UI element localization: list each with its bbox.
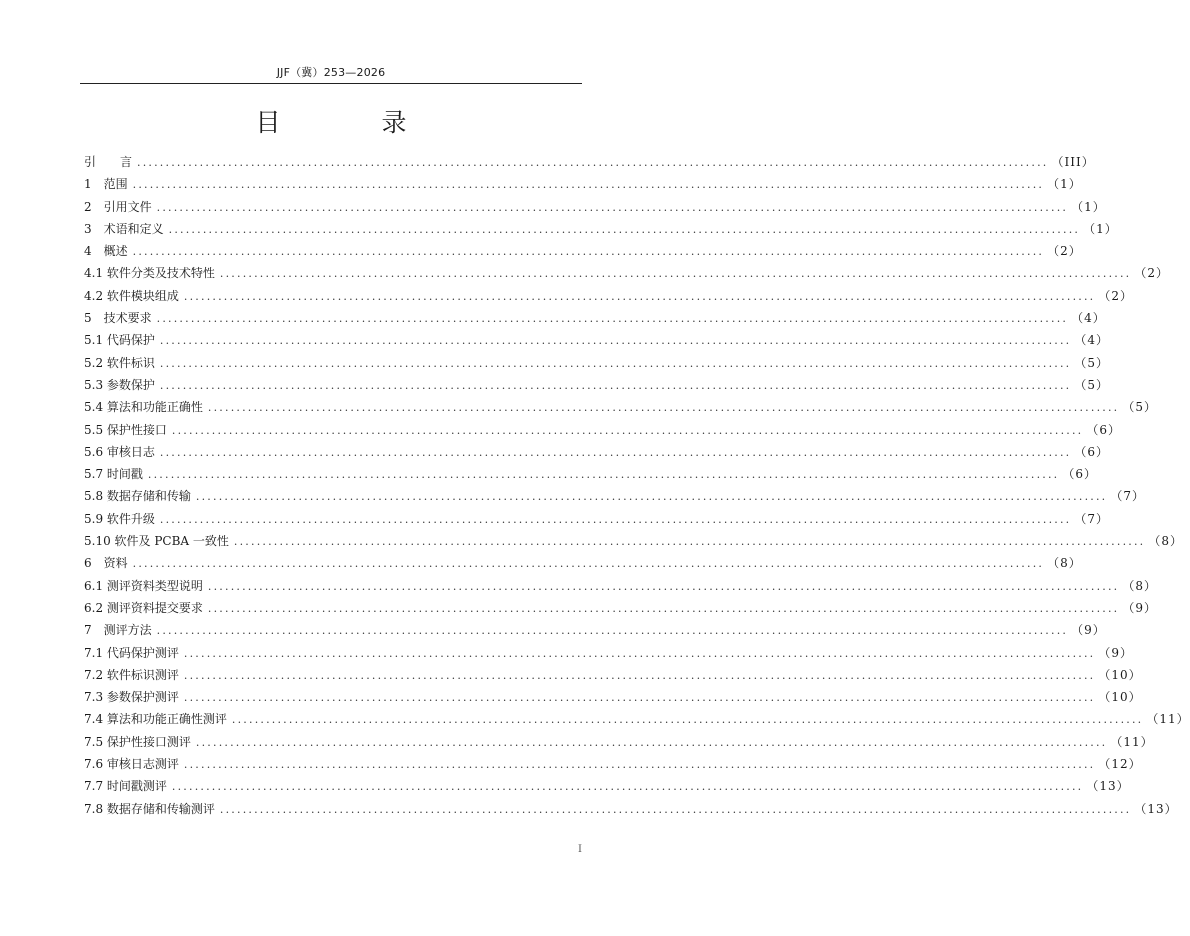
toc-entry-page: （8） <box>1047 556 1082 571</box>
toc-entry-title: 7.7 时间戳测评 <box>84 779 167 794</box>
toc-entry[interactable] <box>84 262 1169 284</box>
toc-entry-page: （2） <box>1047 244 1082 259</box>
toc-entry-title: 4.1 软件分类及技术特性 <box>84 266 215 281</box>
toc-leader-dots: ................................................................................................................................................................ <box>132 557 1045 571</box>
toc-entry-title: 6 资料 <box>84 556 128 571</box>
toc-entry-title: 5.1 代码保护 <box>84 333 155 348</box>
toc-leader-dots: ................................................................................................................................................................ <box>207 601 1120 615</box>
toc-leader-dots: ................................................................................................................................................................ <box>219 802 1132 816</box>
toc-leader-dots: ................................................................................................................................................................ <box>195 490 1108 504</box>
toc-leader-dots: ................................................................................................................................................................ <box>159 378 1072 392</box>
toc-entry-page: （13） <box>1086 779 1130 794</box>
toc-entry[interactable] <box>84 307 1106 329</box>
toc-entry[interactable] <box>84 396 1157 418</box>
toc-entry[interactable] <box>84 196 1106 218</box>
toc-entry[interactable] <box>84 352 1109 374</box>
toc-entry-page: （4） <box>1071 311 1106 326</box>
toc-entry-title: 4.2 软件模块组成 <box>84 288 179 303</box>
toc-entry-title: 5.8 数据存储和传输 <box>84 489 191 504</box>
toc-entry-title: 5.7 时间戳 <box>84 467 143 482</box>
toc-leader-dots: ................................................................................................................................................................ <box>233 535 1146 549</box>
toc-entry-title: 1 范围 <box>84 177 128 192</box>
toc-entry-page: （12） <box>1098 757 1142 772</box>
toc-leader-dots: ................................................................................................................................................................ <box>159 445 1072 459</box>
toc-leader-dots: ................................................................................................................................................................ <box>159 356 1072 370</box>
page-title: 目 录 <box>255 108 445 137</box>
toc-entry[interactable] <box>84 664 1142 686</box>
toc-leader-dots: ................................................................................................................................................................ <box>183 668 1096 682</box>
toc-entry-title: 5.2 软件标识 <box>84 355 155 370</box>
toc-entry-title: 7.5 保护性接口测评 <box>84 734 191 749</box>
toc-leader-dots: ................................................................................................................................................................ <box>207 579 1120 593</box>
toc-leader-dots: ................................................................................................................................................................ <box>156 200 1069 214</box>
toc-leader-dots: ................................................................................................................................................................ <box>159 512 1072 526</box>
toc-entry[interactable] <box>84 173 1082 195</box>
toc-leader-dots: ................................................................................................................................................................ <box>219 267 1132 281</box>
toc-leader-dots: ................................................................................................................................................................ <box>195 735 1108 749</box>
toc-entry-title: 7.2 软件标识测评 <box>84 667 179 682</box>
toc-entry-page: （7） <box>1110 489 1145 504</box>
toc-entry[interactable] <box>84 575 1157 597</box>
toc-entry[interactable] <box>84 619 1106 641</box>
toc-entry-page: （7） <box>1074 511 1109 526</box>
toc-entry[interactable] <box>84 151 1095 173</box>
toc-entry-page: （8） <box>1148 534 1183 549</box>
toc-leader-dots: ................................................................................................................................................................ <box>183 289 1096 303</box>
toc-entry[interactable] <box>84 552 1082 574</box>
toc-entry[interactable] <box>84 530 1183 552</box>
toc-leader-dots: ................................................................................................................................................................ <box>168 222 1081 236</box>
toc-entry-title: 5 技术要求 <box>84 311 152 326</box>
toc-entry-title: 5.10 软件及 PCBA 一致性 <box>84 534 229 549</box>
toc-leader-dots: ................................................................................................................................................................ <box>231 713 1144 727</box>
toc-entry-title: 4 概述 <box>84 244 128 259</box>
toc-entry[interactable] <box>84 508 1109 530</box>
toc-entry-title: 7.6 审核日志测评 <box>84 757 179 772</box>
toc-entry[interactable] <box>84 642 1133 664</box>
toc-leader-dots: ................................................................................................................................................................ <box>183 646 1096 660</box>
toc-leader-dots: ................................................................................................................................................................ <box>171 780 1084 794</box>
toc-entry-page: （10） <box>1098 690 1142 705</box>
toc-entry-page: （5） <box>1074 355 1109 370</box>
table-of-contents <box>84 151 1190 820</box>
toc-entry[interactable] <box>84 329 1109 351</box>
toc-entry-page: （13） <box>1134 801 1178 816</box>
toc-entry-page: （9） <box>1071 623 1106 638</box>
toc-entry[interactable] <box>84 686 1142 708</box>
document-header: JJF（冀）253—2026 <box>276 66 386 79</box>
toc-entry-title: 5.5 保护性接口 <box>84 422 167 437</box>
toc-entry-page: （2） <box>1098 288 1133 303</box>
toc-entry-page: （10） <box>1098 667 1142 682</box>
toc-entry[interactable] <box>84 708 1190 730</box>
toc-entry-page: （1） <box>1047 177 1082 192</box>
page-number: I <box>578 844 582 855</box>
header-rule <box>80 83 582 84</box>
toc-leader-dots: ................................................................................................................................................................ <box>132 245 1045 259</box>
toc-entry-page: （9） <box>1122 600 1157 615</box>
toc-leader-dots: ................................................................................................................................................................ <box>183 758 1096 772</box>
toc-leader-dots: ................................................................................................................................................................ <box>183 691 1096 705</box>
toc-entry-page: （4） <box>1074 333 1109 348</box>
toc-entry-title: 5.6 审核日志 <box>84 444 155 459</box>
toc-entry-page: （2） <box>1134 266 1169 281</box>
toc-entry-page: （11） <box>1110 734 1154 749</box>
toc-entry-page: （5） <box>1122 400 1157 415</box>
toc-entry-page: （8） <box>1122 578 1157 593</box>
toc-entry[interactable] <box>84 441 1109 463</box>
toc-entry[interactable] <box>84 753 1142 775</box>
toc-leader-dots: ................................................................................................................................................................ <box>137 156 1049 169</box>
toc-entry-page: （6） <box>1086 422 1121 437</box>
toc-entry[interactable] <box>84 798 1178 820</box>
toc-entry[interactable] <box>84 419 1121 441</box>
toc-entry-page: （III） <box>1051 155 1095 169</box>
toc-entry-title: 6.1 测评资料类型说明 <box>84 578 203 593</box>
toc-entry-page: （6） <box>1074 444 1109 459</box>
toc-leader-dots: ................................................................................................................................................................ <box>156 312 1069 326</box>
toc-entry-title: 7 测评方法 <box>84 623 152 638</box>
toc-leader-dots: ................................................................................................................................................................ <box>171 423 1084 437</box>
toc-entry-page: （5） <box>1074 377 1109 392</box>
toc-entry[interactable] <box>84 597 1157 619</box>
toc-entry-title: 5.9 软件升级 <box>84 511 155 526</box>
toc-entry-page: （6） <box>1062 467 1097 482</box>
toc-entry-title: 引 言 <box>84 155 133 169</box>
toc-leader-dots: ................................................................................................................................................................ <box>132 178 1045 192</box>
toc-entry-title: 7.1 代码保护测评 <box>84 645 179 660</box>
toc-leader-dots: ................................................................................................................................................................ <box>207 401 1120 415</box>
toc-entry-page: （9） <box>1098 645 1133 660</box>
toc-entry-title: 5.4 算法和功能正确性 <box>84 400 203 415</box>
toc-leader-dots: ................................................................................................................................................................ <box>156 624 1069 638</box>
toc-entry-title: 7.4 算法和功能正确性测评 <box>84 712 227 727</box>
toc-entry-page: （11） <box>1146 712 1190 727</box>
toc-entry[interactable] <box>84 240 1082 262</box>
toc-entry[interactable] <box>84 485 1145 507</box>
toc-leader-dots: ................................................................................................................................................................ <box>159 334 1072 348</box>
toc-entry-page: （1） <box>1083 221 1118 236</box>
toc-entry-page: （1） <box>1071 199 1106 214</box>
toc-entry[interactable] <box>84 775 1130 797</box>
toc-entry-title: 6.2 测评资料提交要求 <box>84 600 203 615</box>
toc-entry[interactable] <box>84 285 1133 307</box>
toc-entry-title: 2 引用文件 <box>84 199 152 214</box>
toc-entry-title: 3 术语和定义 <box>84 221 164 236</box>
toc-entry[interactable] <box>84 374 1109 396</box>
toc-entry[interactable] <box>84 463 1097 485</box>
toc-entry[interactable] <box>84 218 1118 240</box>
toc-entry-title: 7.8 数据存储和传输测评 <box>84 801 215 816</box>
toc-entry-title: 5.3 参数保护 <box>84 377 155 392</box>
toc-leader-dots: ................................................................................................................................................................ <box>147 468 1060 482</box>
toc-entry[interactable] <box>84 731 1154 753</box>
toc-entry-title: 7.3 参数保护测评 <box>84 690 179 705</box>
